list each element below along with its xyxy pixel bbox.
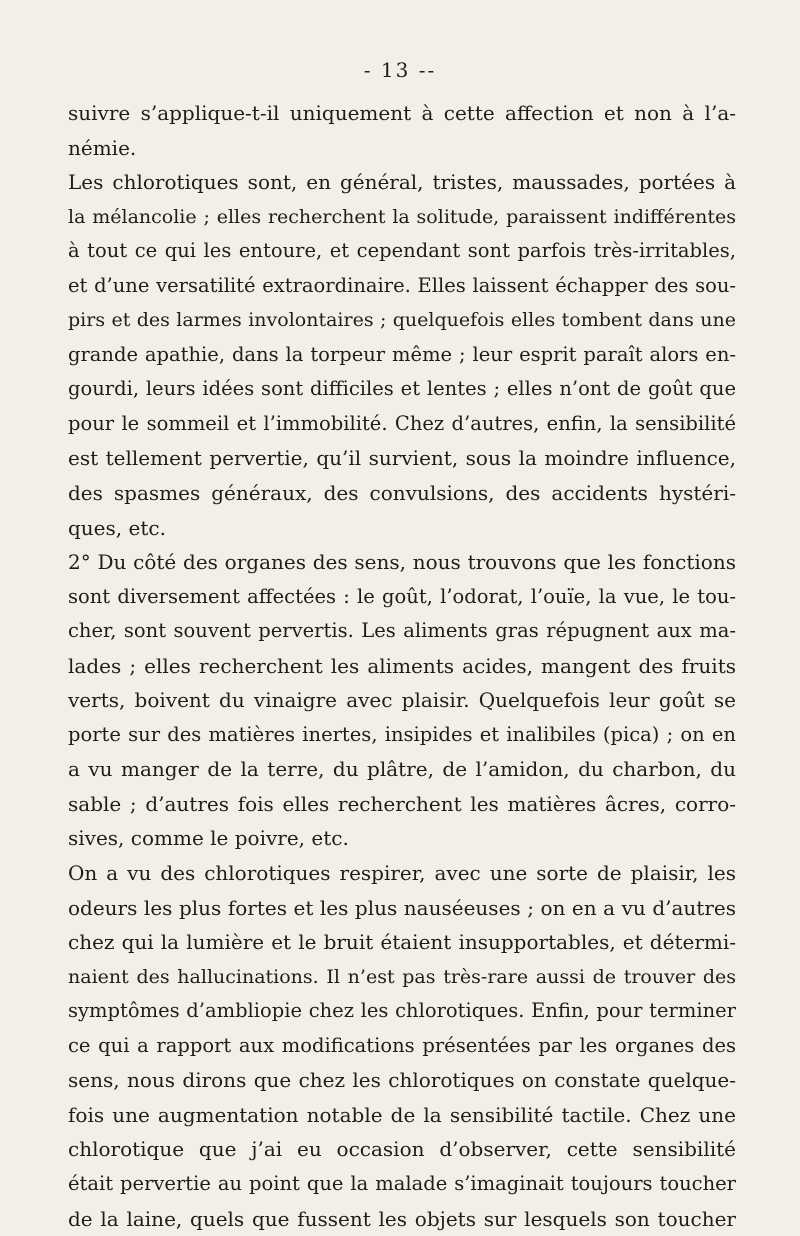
text-line: Les chlorotiques sont, en général, tristes, maussades, portées à <box>68 165 736 200</box>
text-line: est tellement pervertie, qu’il survient, sous la moindre influence, <box>68 441 736 476</box>
text-line: verts, boivent du vinaigre avec plaisir. Quelquefois leur goût se <box>68 683 736 718</box>
text-line: ques, etc. <box>68 511 736 546</box>
text-line: symptômes d’ambliopie chez les chlorotiques. Enfin, pour terminer <box>68 994 736 1029</box>
text-line: sens, nous dirons que chez les chlorotiques on constate quelque- <box>68 1063 736 1098</box>
text-line: de la laine, quels que fussent les objets sur lesquels son toucher <box>68 1202 736 1236</box>
page-number: - 13 -- <box>0 58 800 82</box>
text-line: pirs et des larmes involontaires ; quelquefois elles tombent dans une <box>68 303 736 338</box>
text-line: chlorotique que j’ai eu occasion d’observer, cette sensibilité <box>68 1132 736 1167</box>
text-line: lades ; elles recherchent les aliments acides, mangent des fruits <box>68 649 736 684</box>
text-line: chez qui la lumière et le bruit étaient insupportables, et détermi- <box>68 925 736 960</box>
text-line: cher, sont souvent pervertis. Les aliments gras répugnent aux ma- <box>68 614 736 649</box>
text-line: a vu manger de la terre, du plâtre, de l’amidon, du charbon, du <box>68 752 736 787</box>
text-line: à tout ce qui les entoure, et cependant sont parfois très-irritables, <box>68 234 736 269</box>
text-line: gourdi, leurs idées sont difficiles et lentes ; elles n’ont de goût que <box>68 372 736 407</box>
text-line: la mélancolie ; elles recherchent la solitude, paraissent indifférentes <box>68 200 736 235</box>
text-line: 2° Du côté des organes des sens, nous trouvons que les fonctions <box>68 545 736 580</box>
text-line: et d’une versatilité extraordinaire. Elles laissent échapper des sou- <box>68 269 736 304</box>
text-line: porte sur des matières inertes, insipides et inalibiles (pica) ; on en <box>68 718 736 753</box>
text-line: sable ; d’autres fois elles recherchent les matières âcres, corro- <box>68 787 736 822</box>
text-line: odeurs les plus fortes et les plus nauséeuses ; on en a vu d’autres <box>68 891 736 926</box>
body-text <box>68 96 736 1236</box>
text-line: fois une augmentation notable de la sensibilité tactile. Chez une <box>68 1098 736 1133</box>
text-line: des spasmes généraux, des convulsions, des accidents hystéri- <box>68 476 736 511</box>
text-line: était pervertie au point que la malade s’imaginait toujours toucher <box>68 1167 736 1202</box>
text-line: On a vu des chlorotiques respirer, avec une sorte de plaisir, les <box>68 856 736 891</box>
text-line: grande apathie, dans la torpeur même ; leur esprit paraît alors en- <box>68 338 736 373</box>
text-line: pour le sommeil et l’immobilité. Chez d’autres, enfin, la sensibilité <box>68 407 736 442</box>
text-line: naient des hallucinations. Il n’est pas très-rare aussi de trouver des <box>68 960 736 995</box>
text-line: némie. <box>68 131 736 166</box>
text-line: ce qui a rapport aux modifications présentées par les organes des <box>68 1029 736 1064</box>
text-line: suivre s’applique-t-il uniquement à cette affection et non à l’a- <box>68 96 736 131</box>
text-line: sont diversement affectées : le goût, l’odorat, l’ouïe, la vue, le tou- <box>68 580 736 615</box>
text-line: sives, comme le poivre, etc. <box>68 821 736 856</box>
